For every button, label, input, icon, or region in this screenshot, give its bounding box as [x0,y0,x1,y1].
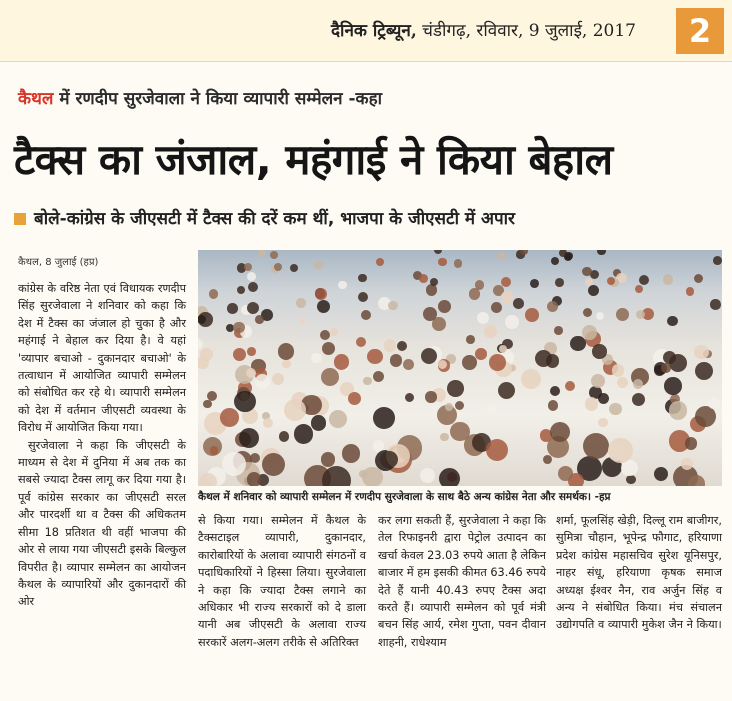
article-column-2: से किया गया। सम्मेलन में कैथल के टैक्सटाइल व्यापारी, दुकानदार, कारोबारियों के अलावा व्यापारी संगठनों व पदाधिकारियों ने हिस्सा लिया। सुरजेवाला ने कहा कि ज्यादा टैक्स लगाने का अधिकार भी राज्य सरकारों को दे डाला यानी अब जीएसटी के अलावा राज्य सरकारें अलग-अलग तरीके से अतिरिक्त [198,514,366,649]
crowd-figure [440,433,448,441]
crowd-figure [583,433,609,459]
subhead [14,206,722,229]
crowd-figure [513,298,524,309]
crowd-figure [498,382,515,399]
article-column-3: कर लगा सकती हैं, सुरजेवाला ने कहा कि तेल रिफाइनरी द्वारा पेट्रोल उत्पादन का खर्चा केवल 23.03 रुपये आता है लेकिन बाजार में हम इसकी कीमत 63.46 रुपये देते हैं यानी 40.43 रुपए टैक्स अदा करते हैं। व्यापारी सम्मेलन को पूर्व मंत्री बचन सिंह आर्य, रमेश गुप्ता, पवन दीवान शाहनी, राधेश्याम [378,514,547,649]
crowd-figure [632,393,646,407]
crowd-figure [551,257,559,265]
crowd-figure [237,286,245,294]
page-number: 2 [676,8,724,54]
crowd-figure [239,428,259,448]
paragraph-1: कांग्रेस के वरिष्ठ नेता एवं विधायक रणदीप सिंह सुरजेवाला ने शनिवार को कहा कि देश में टैक्स का जंजाल हो चुका है और महंगाई ने बेहाल कर दिया है। वे यहां 'व्यापार बचाओ - दुकानदार बचाओ' के तत्वाधान में आयोजित व्यापारी सम्मेलन को संबोधित कर रहे थे। व्यापारी सम्मेलन को देश में वर्तमान जीएसटी व्यवस्था के विरोध में आयोजित किया गया। [18,282,186,435]
crowd-figure [233,322,245,334]
crowd-figure [434,250,442,254]
crowd-figure [380,451,397,468]
crowd-figure [209,289,218,298]
crowd-figure [423,307,437,321]
crowd-figure [284,399,306,421]
crowd-figure [255,315,264,324]
crowd-figure [203,400,211,408]
crowd-figure [710,299,721,310]
crowd-figure [270,251,278,259]
crowd-figure [447,380,464,397]
masthead [0,0,732,62]
crowd-figure [565,381,575,391]
crowd-figure [663,274,673,284]
crowd-figure [695,406,716,427]
crowd-figure [338,281,347,290]
photo-caption: कैथल में शनिवार को व्यापारी सम्मेलन में रणदीप सुरजेवाला के साथ बैठे अन्य कांग्रेस नेता और समर्थक। -हप्र [198,491,611,503]
masthead-date: चंडीगढ़, रविवार, 9 जुलाई, 2017 [416,21,636,41]
crowd-figure [361,310,371,320]
crowd-figure [403,359,414,370]
crowd-figure [373,371,384,382]
crowd-figure [694,274,703,283]
crowd-figure [596,312,604,320]
crowd-figure [469,288,481,300]
crowd-figure [439,468,460,486]
crowd-figure [358,274,366,282]
crowd-figure [484,325,497,338]
crowd-figure [233,348,246,361]
crowd-figure [425,391,436,402]
crowd-figure [376,258,384,266]
crowd-figure [247,347,256,356]
crowd-figure [609,403,621,415]
crowd-figure [554,326,563,335]
crowd-figure [397,341,407,351]
crowd-figure [384,339,397,352]
crowd-figure [685,437,697,449]
crowd-figure [227,303,238,314]
crowd-figure [373,407,395,429]
crowd-figure [558,466,573,481]
crowd-figure [635,285,643,293]
crowd-figure [686,287,694,295]
crowd-figure [616,308,629,321]
bullet-icon [14,213,26,225]
crowd-figure [438,258,446,266]
crowd-figure [388,301,397,310]
crowd-figure [311,353,321,363]
crowd-figure [200,348,213,361]
crowd-figure [669,354,687,372]
crowd-figure [455,401,464,410]
crowd-figure [608,438,633,463]
crowd-figure [263,418,274,429]
crowd-figure [296,298,306,308]
crowd-figure [247,302,259,314]
crowd-figure [547,301,558,312]
crowd-figure [244,263,252,271]
crowd-figure [617,377,629,389]
crowd-figure [477,312,489,324]
crowd-figure [521,369,541,389]
crowd-figure [462,355,477,370]
crowd-figure [633,379,643,389]
crowd-figure [669,401,688,420]
crowd-figure [272,373,284,385]
crowd-figure [317,300,330,313]
crowd-figure [559,250,567,257]
crowd-figure [363,377,371,385]
crowd-figure [667,316,678,327]
kicker-place: कैथल [18,89,54,109]
crowd-figure [588,285,599,296]
dateline: कैथल, 8 जुलाई (हप्र) [18,257,99,268]
crowd-figure [636,310,645,319]
crowd-figure [334,354,350,370]
crowd-figure [450,422,469,441]
crowd-figure [550,422,571,443]
crowd-figure [591,374,605,388]
crowd-figure [320,330,330,340]
crowd-figure [210,446,219,455]
crowd-figure [419,274,428,283]
kicker-text: में रणदीप सुरजेवाला ने किया व्यापारी सम्मेलन -कहा [53,89,383,109]
crowd-figure [454,259,462,267]
crowd-figure [282,360,290,368]
crowd-figure [250,453,261,464]
crowd-figure [501,291,513,303]
crowd-figure [598,393,609,404]
crowd-figure [664,377,682,395]
crowd-figure [708,398,719,409]
crowd-figure [247,472,261,486]
masthead-line [331,18,636,41]
crowd-figure [612,364,625,377]
headline: टैक्स का जंजाल, महंगाई ने किया बेहाल [14,135,613,184]
crowd-figure [314,261,323,270]
crowd-figure [294,424,314,444]
crowd-figure [598,418,608,428]
article-column-1 [18,280,186,611]
kicker [18,86,382,109]
crowd-figure [405,393,414,402]
crowd-figure [583,308,592,317]
crowd-figure [597,250,605,255]
crowd-figure [688,475,705,486]
crowd-figure [475,348,487,360]
crowd-figure [322,466,351,486]
crowd-figure [234,391,255,412]
crowd-figure [582,325,597,340]
crowd-figure [713,256,722,265]
crowd-figure [322,342,335,355]
crowd-figure [525,308,539,322]
crowd-figure [489,354,506,371]
crowd-figure [498,252,506,260]
crowd-figure [315,288,327,300]
crowd-figure [329,410,347,428]
crowd-figure [262,453,285,476]
crowd-figure [390,354,403,367]
crowd-figure [290,264,298,272]
crowd-figure [421,348,438,365]
crowd-figure [248,282,258,292]
crowd-figure [342,444,361,463]
crowd-figure [505,315,519,329]
crowd-figure [520,250,528,255]
crowd-figure [420,468,435,483]
crowd-figure [438,300,451,313]
crowd-figure [274,263,282,271]
crowd-figure [585,397,599,411]
crowd-figure [695,362,713,380]
crowd-figure [626,475,636,485]
crowd-figure [694,345,708,359]
crowd-figure [582,267,591,276]
article-column-4: शर्मा, फूलसिंह खेड़ी, दिल्लू राम बाजीगर, सुमित्रा चौहान, भूपेन्द्र फौगाट, हरियाणा प्रदेश कांग्रेस महासचिव सुरेश यूनिसपुर, नाहर संधू, हरियाणा कृषक समाज अध्यक्ष ईश्वर नैन, राव अर्जुन सिंह व अन्य ने संबोधित किया। मंच संचालन उद्योगपति व व्यापारी मुकेश जैन ने किया। [556,514,722,632]
crowd-figure [348,392,361,405]
crowd-figure [367,349,382,364]
crowd-figure [426,284,438,296]
crowd-figure [358,292,368,302]
paragraph-2: सुरजेवाला ने कहा कि जीएसटी के माध्यम से देश में दुनिया में अब तक का सबसे ज्यादा टैक्स लागू कर दिया गया है। पूर्व कांग्रेस सरकार का जीएसटी सरल और पारदर्शी था व टैक्स की अधिकतम सीमा 18 प्रतिशत थी वहीं भाजपा की ओर से लाया गया जीएसटी इसके बिल्कुल विपरीत है। व्यापार सम्मेलन का आयोजन कैथल के व्यापारियों और दुकानदारों की ओर [18,438,186,609]
crowd-figure [486,403,496,413]
crowd-figure [321,368,339,386]
crowd-figure [255,374,270,389]
crowd-figure [220,408,239,427]
crowd-figure [247,272,256,281]
crowd-figure [356,337,366,347]
crowd-figure [543,455,552,464]
crowd-figure [639,275,649,285]
crowd-figure [430,278,439,287]
crowd-figure [258,250,266,257]
crowd-figure [198,339,203,349]
crowd-figure [555,278,564,287]
subhead-text: बोले-कांग्रेस के जीएसटी में टैक्स की दरें कम थीं, भाजपा के जीएसटी में अपार [34,209,516,229]
crowd-figure [486,439,508,461]
crowd-figure [491,302,502,313]
masthead-brand: दैनिक ट्रिब्यून, [331,21,417,41]
crowd-figure [530,279,539,288]
crowd-figure [548,400,558,410]
crowd-figure [321,452,336,467]
crowd-figure [207,391,217,401]
news-photo [198,250,722,486]
crowd-figure [466,335,475,344]
crowd-figure [330,328,338,336]
crowd-figure [654,467,668,481]
crowd-figure [311,415,327,431]
crowd-figure [535,350,552,367]
crowd-figure [592,344,607,359]
crowd-figure [279,431,289,441]
crowd-figure [278,343,295,360]
crowd-figure [550,386,560,396]
crowd-figure [501,277,511,287]
crowd-figure [661,363,670,372]
crowd-figure [222,452,246,476]
